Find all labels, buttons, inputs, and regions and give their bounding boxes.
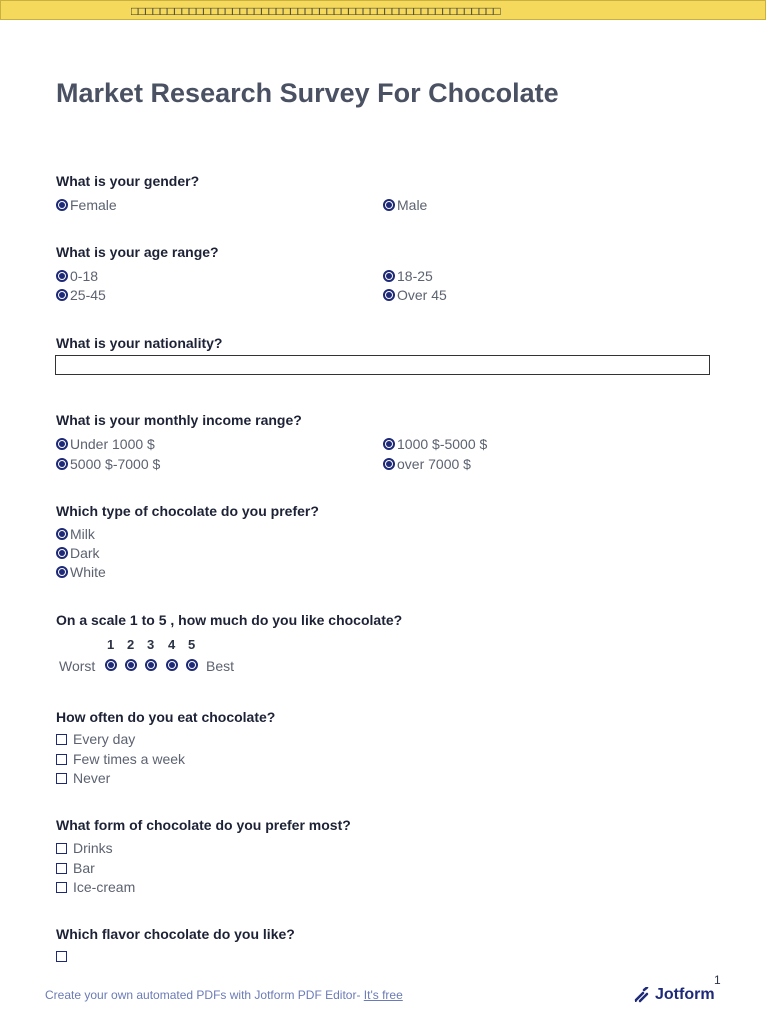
question-chocolate-type: Which type of chocolate do you prefer? — [56, 503, 319, 519]
checkbox-icon — [56, 882, 67, 893]
radio-icon — [383, 438, 395, 450]
radio-option-5000-7000[interactable]: 5000 $-7000 $ — [56, 456, 160, 472]
checkbox-icon — [56, 843, 67, 854]
radio-icon — [383, 458, 395, 470]
question-gender: What is your gender? — [56, 173, 200, 189]
radio-icon — [383, 289, 395, 301]
scale-radio-4[interactable] — [166, 659, 178, 671]
page-number: 1 — [714, 973, 721, 987]
radio-option-1000-5000[interactable]: 1000 $-5000 $ — [383, 436, 487, 452]
scale-radio-2[interactable] — [125, 659, 137, 671]
scale-number-1: 1 — [107, 637, 115, 652]
radio-icon — [383, 199, 395, 211]
scale-high-label: Best — [206, 658, 235, 674]
footer-promo: Create your own automated PDFs with Jotform PDF Editor- It's free — [45, 988, 403, 1002]
checkbox-option-bar[interactable]: Bar — [56, 860, 95, 876]
checkbox-option-flavor[interactable] — [56, 951, 73, 962]
radio-option-female[interactable]: Female — [56, 197, 117, 213]
radio-option-male[interactable]: Male — [383, 197, 427, 213]
radio-option-milk[interactable]: Milk — [56, 526, 95, 542]
question-age: What is your age range? — [56, 244, 219, 260]
radio-option-over-7000[interactable]: over 7000 $ — [383, 456, 471, 472]
jotform-logo — [634, 986, 715, 1004]
radio-option-25-45[interactable]: 25-45 — [56, 287, 106, 303]
checkbox-icon — [56, 754, 67, 765]
radio-icon — [56, 270, 68, 282]
checkbox-option-never[interactable]: Never — [56, 770, 110, 786]
its-free-link[interactable]: It's free — [363, 988, 403, 1002]
radio-icon — [56, 458, 68, 470]
checkbox-option-every-day[interactable]: Every day — [56, 731, 135, 747]
radio-icon — [56, 289, 68, 301]
top-banner: □□□□□□□□□□□□□□□□□□□□□□□□□□□□□□□□□□□□□□□□□□□□□□□□□□□ — [0, 0, 766, 20]
question-nationality: What is your nationality? — [56, 335, 223, 351]
checkbox-icon — [56, 951, 67, 962]
nationality-input[interactable] — [55, 355, 710, 375]
logo-text: Jotform — [655, 986, 715, 1003]
question-scale: On a scale 1 to 5 , how much do you like chocolate? — [56, 612, 403, 628]
checkbox-option-few-times-week[interactable]: Few times a week — [56, 751, 185, 767]
question-flavor: Which flavor chocolate do you like? — [56, 926, 295, 942]
scale-number-2: 2 — [127, 637, 135, 652]
scale-number-5: 5 — [188, 637, 196, 652]
scale-low-label: Worst — [59, 658, 96, 674]
checkbox-option-drinks[interactable]: Drinks — [56, 840, 113, 856]
question-income: What is your monthly income range? — [56, 412, 302, 428]
scale-number-3: 3 — [147, 637, 155, 652]
checkbox-icon — [56, 773, 67, 784]
radio-option-under-1000[interactable]: Under 1000 $ — [56, 436, 155, 452]
radio-icon — [56, 547, 68, 559]
checkbox-icon — [56, 734, 67, 745]
checkbox-option-ice-cream[interactable]: Ice-cream — [56, 879, 135, 895]
radio-option-over-45[interactable]: Over 45 — [383, 287, 447, 303]
question-form: What form of chocolate do you prefer most? — [56, 817, 351, 833]
radio-option-0-18[interactable]: 0-18 — [56, 268, 98, 284]
radio-icon — [56, 528, 68, 540]
radio-option-white[interactable]: White — [56, 564, 106, 580]
radio-icon — [56, 438, 68, 450]
scale-radio-5[interactable] — [186, 659, 198, 671]
jotform-logo-icon — [634, 987, 650, 1003]
question-frequency: How often do you eat chocolate? — [56, 709, 276, 725]
scale-radio-1[interactable] — [105, 659, 117, 671]
scale-radio-3[interactable] — [145, 659, 157, 671]
radio-icon — [56, 199, 68, 211]
scale-number-4: 4 — [168, 637, 176, 652]
radio-icon — [56, 566, 68, 578]
radio-icon — [383, 270, 395, 282]
checkbox-icon — [56, 863, 67, 874]
page-title: Market Research Survey For Chocolate — [56, 78, 559, 108]
radio-option-18-25[interactable]: 18-25 — [383, 268, 433, 284]
radio-option-dark[interactable]: Dark — [56, 545, 100, 561]
